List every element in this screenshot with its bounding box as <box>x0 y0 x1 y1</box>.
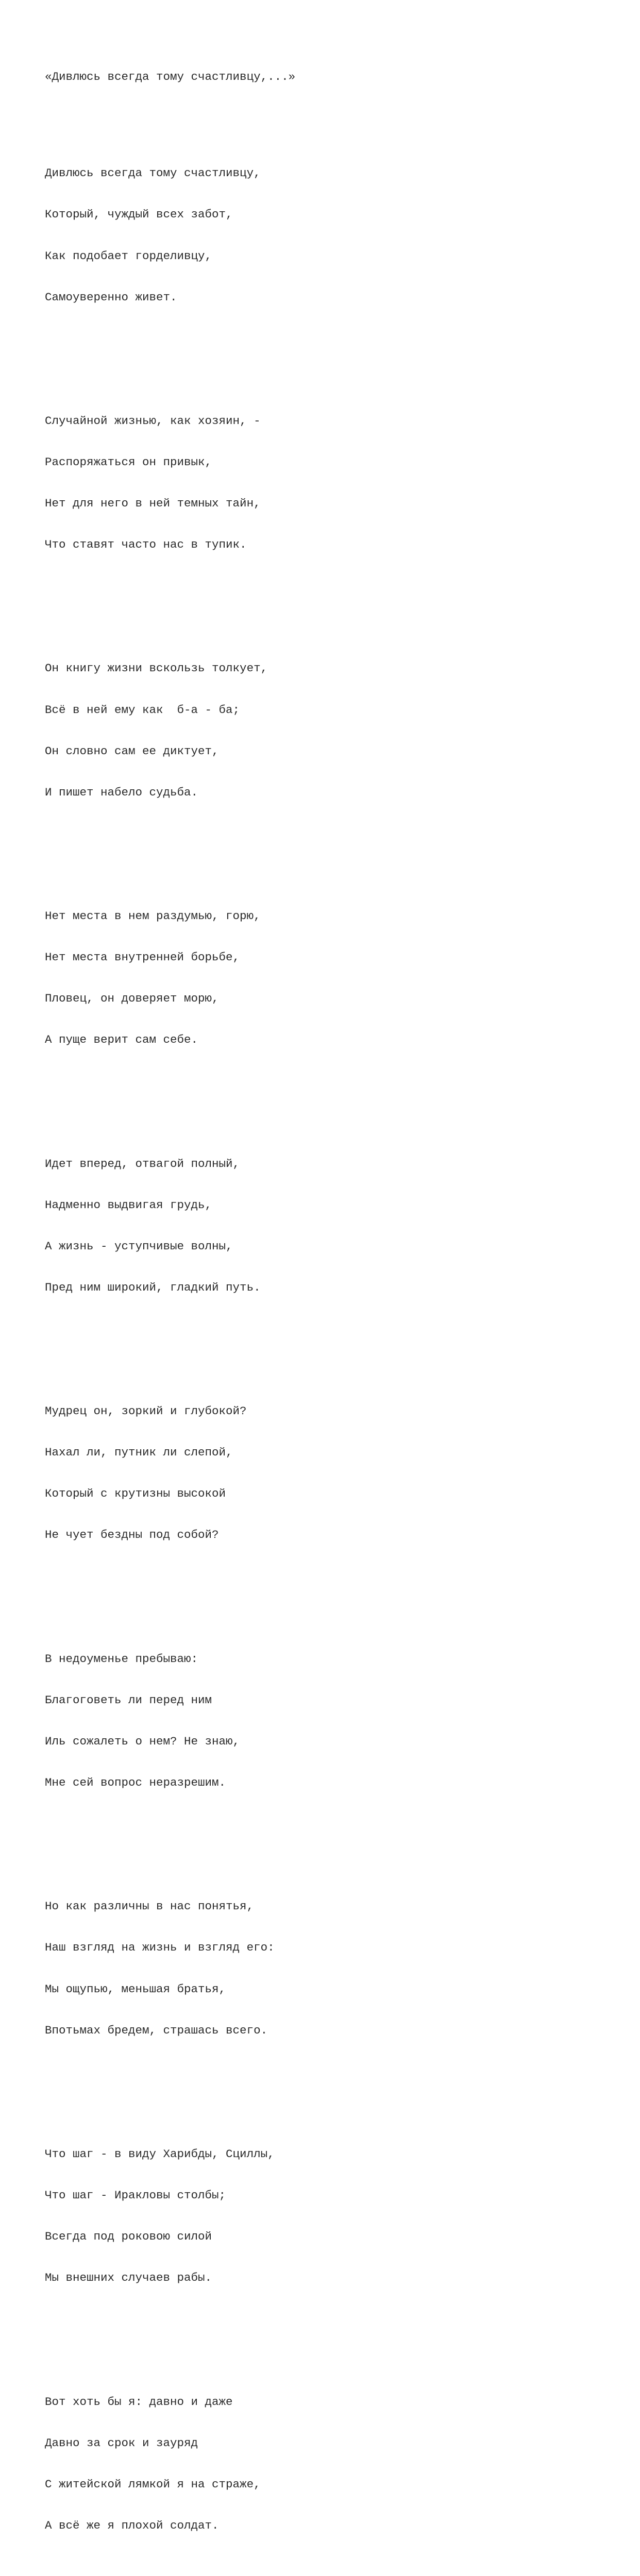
poem-line: Дивлюсь всегда тому счастливцу, <box>45 166 261 180</box>
poem-line: Нет места внутренней борьбе, <box>45 951 240 964</box>
poem-line: Самоуверенно живет. <box>45 290 177 304</box>
poem-line: Что ставят часто нас в тупик. <box>45 538 247 552</box>
poem-line: Мне сей вопрос неразрешим. <box>45 1776 226 1790</box>
poem-line: Нахал ли, путник ли слепой, <box>45 1446 233 1460</box>
poem-title: «Дивлюсь всегда тому счастливцу,...» <box>45 70 296 84</box>
poem-line: Пред ним широкий, гладкий путь. <box>45 1280 261 1294</box>
poem-line: Вот хоть бы я: давно и даже <box>45 2395 233 2409</box>
poem-line: Мы внешних случаев рабы. <box>45 2271 212 2285</box>
poem-line: Нет для него в ней темных тайн, <box>45 497 261 511</box>
poem-line: Надменно выдвигая грудь, <box>45 1198 212 1212</box>
poem-line: Что шаг - в виду Харибды, Сциллы, <box>45 2147 275 2161</box>
poem-line: И пишет набело судьба. <box>45 785 198 799</box>
stanza <box>45 139 295 332</box>
poem-line: Иль сожалеть о нем? Не знаю, <box>45 1734 240 1748</box>
stanza <box>45 634 295 827</box>
poem-line: Который, чуждый всех забот, <box>45 208 233 222</box>
poem-line: Давно за срок и зауряд <box>45 2436 198 2450</box>
stanza <box>45 1624 295 1817</box>
poem-line: Как подобает горделивцу, <box>45 249 212 263</box>
stanza <box>45 2120 295 2313</box>
poem-line: Который с крутизны высокой <box>45 1487 226 1501</box>
poem-line: Нет места в нем раздумью, горю, <box>45 909 261 923</box>
poem-line: Случайной жизнью, как хозяин, - <box>45 414 261 428</box>
poem-line: Пловец, он доверяет морю, <box>45 992 219 1006</box>
poem-line: Мудрец он, зоркий и глубокой? <box>45 1404 247 1418</box>
stanza <box>45 1129 295 1322</box>
poem-line: А пуще верит сам себе. <box>45 1033 198 1047</box>
poem-line: В недоуменье пребываю: <box>45 1652 198 1666</box>
stanza <box>45 882 295 1075</box>
poem-line: А всё же я плохой солдат. <box>45 2518 219 2532</box>
stanza <box>45 386 295 579</box>
poem-line: Мы ощупью, меньшая братья, <box>45 1982 226 1996</box>
poem-line: Не чует бездны под собой? <box>45 1528 219 1542</box>
stanza <box>45 1872 295 2065</box>
poem-line: Идет вперед, отвагой полный, <box>45 1157 240 1171</box>
poem-line: С житейской лямкой я на страже, <box>45 2477 261 2491</box>
stanza <box>45 2367 295 2560</box>
poem-line: Он словно сам ее диктует, <box>45 744 219 758</box>
poem-line: Впотьмах бредем, страшась всего. <box>45 2023 268 2037</box>
poem-line: Но как различны в нас понятья, <box>45 1900 254 1913</box>
poem-line: Наш взгляд на жизнь и взгляд его: <box>45 1941 275 1955</box>
poem-line: Распоряжаться он привык, <box>45 455 212 469</box>
stanza <box>45 1377 295 1570</box>
poem-line: Всегда под роковою силой <box>45 2230 212 2244</box>
poem-line: А жизнь - уступчивые волны, <box>45 1239 233 1253</box>
poem-text <box>45 43 295 2576</box>
poem-line: Благоговеть ли перед ним <box>45 1693 212 1707</box>
poem-line: Он книгу жизни вскользь толкует, <box>45 662 268 675</box>
poem-line: Всё в ней ему как б-а - ба; <box>45 703 240 717</box>
poem-line: Что шаг - Иракловы столбы; <box>45 2189 226 2202</box>
